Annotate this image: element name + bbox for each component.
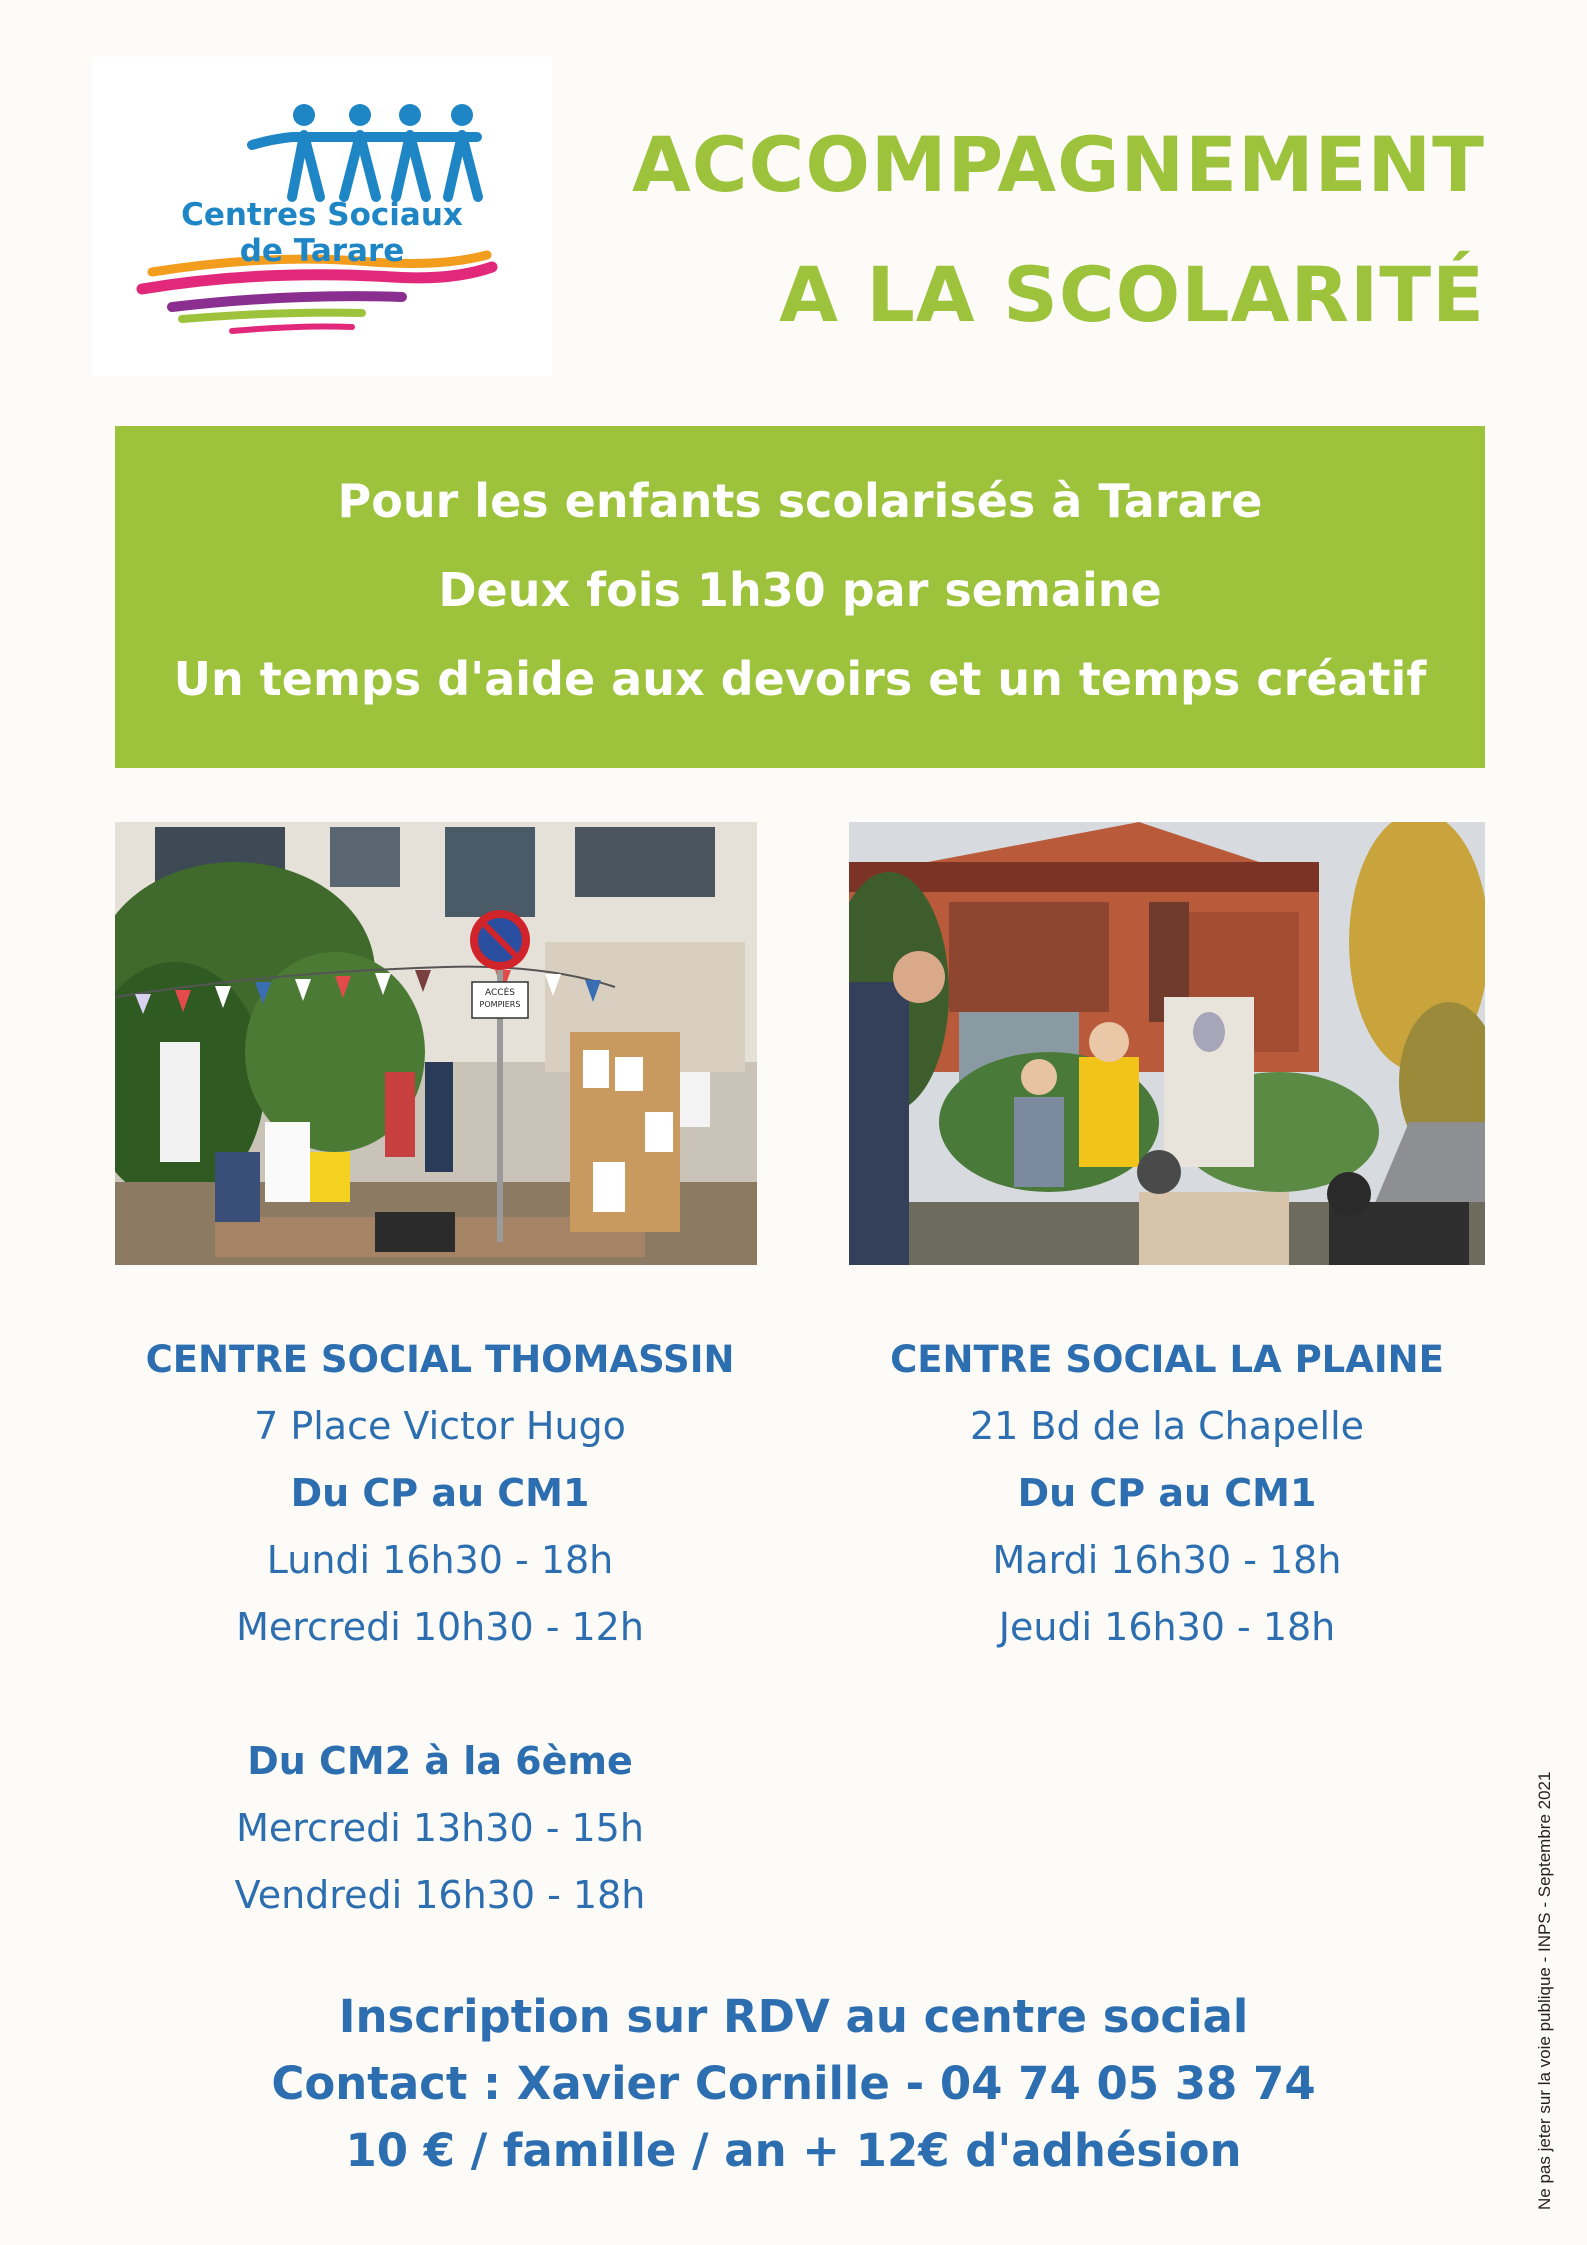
centre-thomassin-info <box>120 1330 760 1930</box>
centre-thomassin-slot-4: Vendredi 16h30 - 18h <box>234 1873 646 1917</box>
centre-thomassin-slot-3: Mercredi 13h30 - 15h <box>236 1806 644 1850</box>
banner-line-frequency: Deux fois 1h30 par semaine <box>438 563 1162 617</box>
photo-thomassin-garden <box>115 822 757 1265</box>
page-title-line1: ACCOMPAGNEMENT <box>631 120 1485 209</box>
logo-text-line2: de Tarare <box>239 233 405 269</box>
centre-la-plaine-info <box>847 1330 1487 1670</box>
banner-line-audience: Pour les enfants scolarisés à Tarare <box>337 474 1263 528</box>
footer-price: 10 € / famille / an + 12€ d'adhésion <box>345 2124 1242 2177</box>
footer-registration: Inscription sur RDV au centre social <box>338 1990 1249 2043</box>
centre-thomassin-level-1: Du CP au CM1 <box>290 1471 590 1515</box>
logo <box>92 57 552 377</box>
centre-la-plaine-slot-2: Jeudi 16h30 - 18h <box>998 1605 1336 1649</box>
info-banner <box>115 426 1485 768</box>
photo-sign-text-1: ACCÈS <box>485 988 515 998</box>
banner-line-content: Un temps d'aide aux devoirs et un temps créatif <box>173 652 1427 706</box>
photo-sign-text-2: POMPIERS <box>479 1000 521 1009</box>
centre-thomassin-slot-1: Lundi 16h30 - 18h <box>266 1538 614 1582</box>
photo-la-plaine-building <box>849 822 1485 1265</box>
centre-thomassin-level-2: Du CM2 à la 6ème <box>247 1739 633 1783</box>
centre-la-plaine-address: 21 Bd de la Chapelle <box>969 1404 1365 1448</box>
centre-thomassin-slot-2: Mercredi 10h30 - 12h <box>236 1605 644 1649</box>
centre-thomassin-address: 7 Place Victor Hugo <box>254 1404 626 1448</box>
centre-thomassin-name: CENTRE SOCIAL THOMASSIN <box>145 1338 735 1381</box>
page-title-line2: A LA SCOLARITÉ <box>779 250 1485 339</box>
logo-text-line1: Centres Sociaux <box>181 197 463 233</box>
footer-contact: Contact : Xavier Cornille - 04 74 05 38 74 <box>271 2057 1316 2110</box>
centre-la-plaine-level-1: Du CP au CM1 <box>1017 1471 1317 1515</box>
centre-la-plaine-slot-1: Mardi 16h30 - 18h <box>992 1538 1342 1582</box>
side-legal-note: Ne pas jeter sur la voie publique - INPS - Septembre 2021 <box>1535 1771 1554 2210</box>
centre-la-plaine-name: CENTRE SOCIAL LA PLAINE <box>890 1338 1444 1381</box>
